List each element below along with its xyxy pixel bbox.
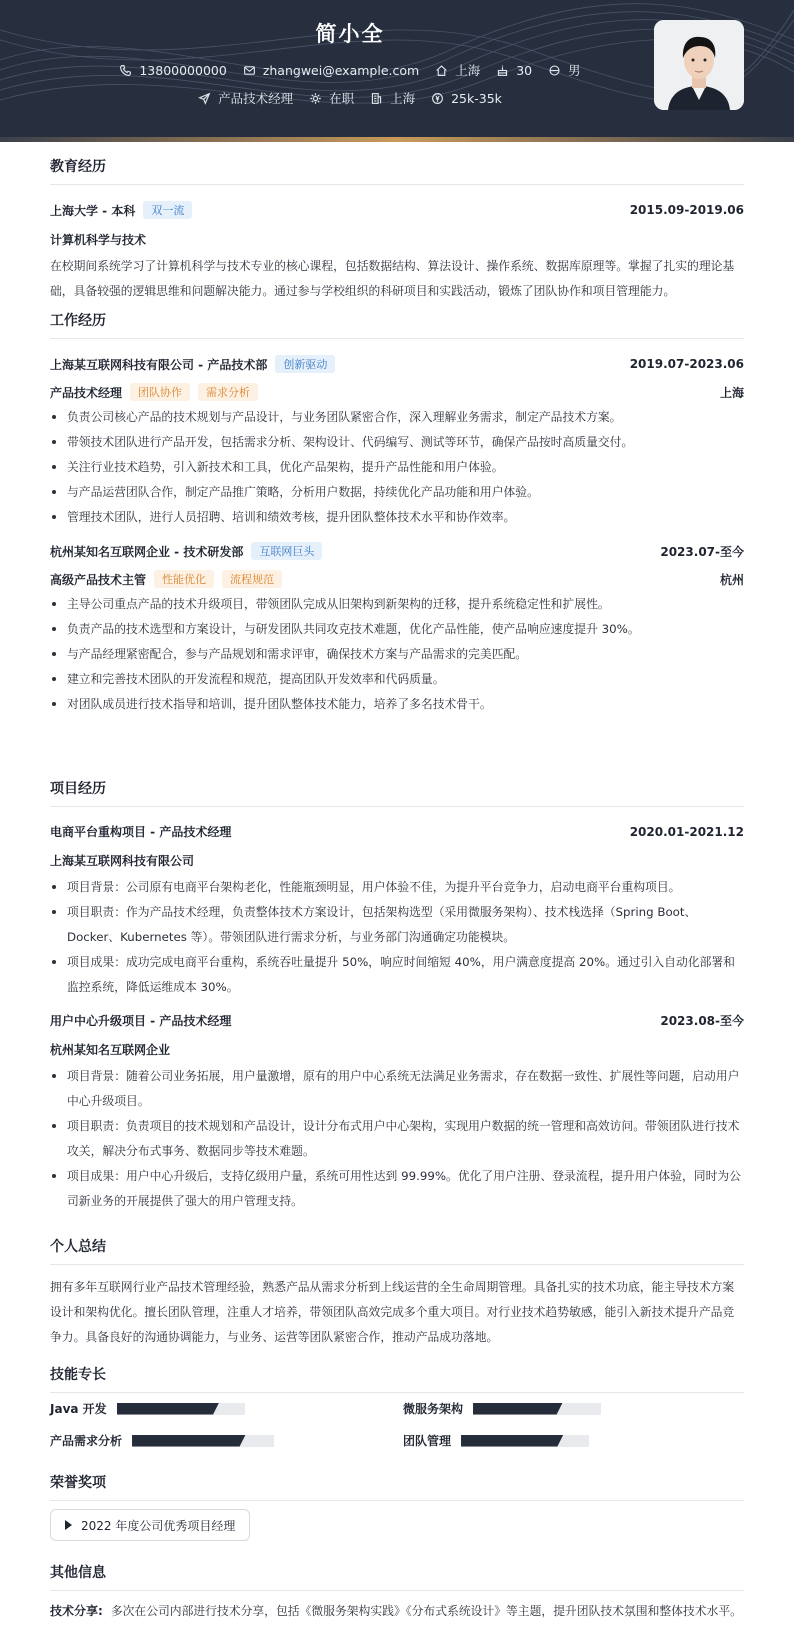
status-info [309, 89, 354, 107]
phone-icon [119, 64, 132, 77]
list-item: 关注行业技术趋势，引入新技术和工具，优化产品架构，提升产品性能和用户体验。 [50, 455, 744, 480]
award-text: 2022 年度公司优秀项目经理 [81, 1518, 236, 1533]
job-entry [50, 542, 744, 717]
email-info [243, 63, 419, 78]
job-position-row [50, 383, 744, 401]
job-intent-row [0, 89, 700, 107]
skill-level-fill [117, 1403, 219, 1415]
other-text: 多次在公司内部进行技术分享，包括《微服务架构实践》《分布式系统设计》等主题，提升团队技术氛围和整体技术水平。 [110, 1604, 742, 1618]
residence-text: 上海 [455, 63, 481, 78]
other-title: 其他信息 [50, 1562, 744, 1591]
skill-name: 团队管理 [403, 1434, 452, 1448]
header-accent-line [0, 137, 794, 142]
major-name: 计算机科学与技术 [50, 233, 147, 247]
company-tag: 互联网巨头 [251, 542, 322, 560]
project-date: 2023.08-至今 [660, 1014, 744, 1028]
resume-header [0, 0, 794, 142]
project-header-row [50, 1012, 744, 1029]
job-position-row [50, 570, 744, 588]
awards-section [50, 1472, 744, 1501]
position-tag: 团队协作 [130, 383, 190, 401]
phone-info [119, 63, 226, 78]
list-item: 项目背景：公司原有电商平台架构老化，性能瓶颈明显，用户体验不佳，为提升平台竞争力，启动电商平台重构项目。 [50, 875, 744, 900]
project-title: 项目经历 [50, 778, 744, 807]
project-company: 杭州某知名互联网企业 [50, 1043, 171, 1057]
list-item: 项目职责：负责项目的技术规划和产品设计，设计分布式用户中心架构，实现用户数据的统一管理和高效访问。带领团队进行技术攻关，解决分布式事务、数据同步等技术难题。 [50, 1114, 744, 1164]
job-company: 上海某互联网科技有限公司 - 产品技术部 [50, 357, 268, 372]
skill-item [403, 1432, 589, 1449]
salary-text: 25k-35k [451, 90, 502, 106]
project-details-list [50, 1064, 744, 1214]
gender-info [548, 61, 581, 79]
target-city-text: 上海 [390, 91, 416, 106]
target-position-text: 产品技术经理 [218, 91, 294, 106]
salary-info [431, 91, 502, 106]
job-date: 2023.07-至今 [660, 544, 744, 559]
job-location: 杭州 [719, 572, 744, 587]
profile-photo [654, 20, 744, 110]
list-item: 项目职责：作为产品技术经理，负责整体技术方案设计，包括架构选型（采用微服务架构）、技术栈选择（Spring Boot、Docker、Kubernetes 等）。带领团队进行需求分析，与业务部门沟通确定功能模块。 [50, 900, 744, 950]
candidate-name: 简小全 [315, 22, 385, 46]
send-icon [198, 92, 211, 105]
age-info [496, 63, 532, 78]
list-item: 与产品经理紧密配合，参与产品规划和需求评审，确保技术方案与产品需求的完美匹配。 [50, 642, 744, 667]
skill-item [50, 1432, 274, 1449]
skill-level-fill [473, 1403, 563, 1415]
job-entry [50, 355, 744, 530]
job-duties-list [50, 592, 744, 717]
position-tag: 流程规范 [222, 570, 282, 588]
list-item: 对团队成员进行技术指导和培训，提升团队整体技术能力，培养了多名技术骨干。 [50, 692, 744, 717]
gender-icon [548, 64, 561, 77]
email-text: zhangwei@example.com [262, 62, 420, 78]
education-section [50, 156, 744, 304]
job-location: 上海 [719, 385, 744, 400]
settings-icon [309, 92, 322, 105]
other-label: 技术分享: [50, 1604, 103, 1618]
job-company: 杭州某知名互联网企业 - 技术研发部 [50, 544, 244, 559]
school-tag: 双一流 [143, 201, 192, 219]
cake-icon [496, 64, 509, 77]
skill-level-bar [132, 1435, 274, 1447]
position-tag: 需求分析 [198, 383, 258, 401]
home-icon [435, 64, 448, 77]
target-position-info [198, 89, 293, 107]
position-tag: 性能优化 [154, 570, 214, 588]
education-date: 2015.09-2019.06 [629, 203, 744, 217]
list-item: 与产品运营团队合作，制定产品推广策略，分析用户数据，持续优化产品功能和用户体验。 [50, 480, 744, 505]
summary-title: 个人总结 [50, 1236, 744, 1265]
company-tag: 创新驱动 [275, 355, 335, 373]
money-icon [431, 92, 444, 105]
other-section [50, 1562, 744, 1624]
job-header-row [50, 355, 744, 373]
status-text: 在职 [329, 91, 355, 106]
job-duties-list [50, 405, 744, 530]
skill-level-fill [132, 1435, 246, 1447]
summary-text: 拥有多年互联网行业产品技术管理经验，熟悉产品从需求分析到上线运营的全生命周期管理。具备扎实的技术功底，能主导技术方案设计和架构优化。擅长团队管理，注重人才培养，带领团队高效完成多个重大项目。对行业技术趋势敏感，能引入新技术提升产品竞争力。具备良好的沟通协调能力，与业务、运营等团队紧密合作，推动产品成功落地。 [50, 1280, 735, 1344]
skill-name: 微服务架构 [403, 1402, 464, 1416]
skill-level-fill [461, 1435, 563, 1447]
project-entry [50, 823, 744, 1000]
job-position: 产品技术经理 [50, 385, 123, 400]
job-position: 高级产品技术主管 [50, 572, 147, 587]
education-title: 教育经历 [50, 156, 744, 185]
project-details-list [50, 875, 744, 1000]
list-item: 项目背景：随着公司业务拓展，用户量激增，原有的用户中心系统无法满足业务需求，存在数据一致性、扩展性等问题，启动用户中心升级项目。 [50, 1064, 744, 1114]
list-item: 主导公司重点产品的技术升级项目，带领团队完成从旧架构到新架构的迁移，提升系统稳定性和扩展性。 [50, 592, 744, 617]
job-header-row [50, 542, 744, 560]
mail-icon [243, 64, 256, 77]
skill-level-bar [117, 1403, 245, 1415]
list-item: 负责产品的技术选型和方案设计，与研发团队共同攻克技术难题，优化产品性能，使产品响应速度提升 30%。 [50, 617, 744, 642]
work-title: 工作经历 [50, 310, 744, 339]
skill-level-bar [473, 1403, 601, 1415]
age-text: 30 [516, 62, 533, 78]
project-date: 2020.01-2021.12 [629, 824, 744, 839]
residence-info [435, 61, 480, 79]
avatar-illustration [654, 20, 744, 110]
list-item: 负责公司核心产品的技术规划与产品设计，与业务团队紧密合作，深入理解业务需求，制定产品技术方案。 [50, 405, 744, 430]
project-name: 电商平台重构项目 - 产品技术经理 [50, 825, 232, 839]
phone-text: 13800000000 [139, 62, 227, 78]
education-header-row [50, 201, 744, 219]
project-section [50, 778, 744, 1214]
list-item: 建立和完善技术团队的开发流程和规范，提高团队开发效率和代码质量。 [50, 667, 744, 692]
project-entry [50, 1012, 744, 1214]
building-icon [370, 92, 383, 105]
skill-name: 产品需求分析 [50, 1434, 123, 1448]
school-name: 上海大学 - 本科 [50, 203, 136, 218]
contact-row [0, 61, 700, 79]
summary-section [50, 1236, 744, 1350]
skill-item [403, 1400, 601, 1417]
education-description: 在校期间系统学习了计算机科学与技术专业的核心课程，包括数据结构、算法设计、操作系统、数据库原理等。掌握了扎实的理论基础，具备较强的逻辑思维和问题解决能力。通过参与学校组织的科研项目和实践活动，锻炼了团队协作和项目管理能力。 [50, 259, 735, 298]
list-item: 项目成果：成功完成电商平台重构，系统吞吐量提升 50%，响应时间缩短 40%，用户满意度提高 20%。通过引入自动化部署和监控系统，降低运维成本 30%。 [50, 950, 744, 1000]
project-name: 用户中心升级项目 - 产品技术经理 [50, 1014, 232, 1028]
project-header-row [50, 823, 744, 840]
list-item: 带领技术团队进行产品开发，包括需求分析、架构设计、代码编写、测试等环节，确保产品按时高质量交付。 [50, 430, 744, 455]
skill-item [50, 1400, 245, 1417]
play-arrow-icon [65, 1520, 72, 1530]
list-item: 管理技术团队，进行人员招聘、培训和绩效考核，提升团队整体技术水平和协作效率。 [50, 505, 744, 530]
project-company: 上海某互联网科技有限公司 [50, 854, 195, 868]
list-item: 项目成果：用户中心升级后，支持亿级用户量，系统可用性达到 99.99%。优化了用户注册、登录流程，提升用户体验，同时为公司新业务的开展提供了强大的用户管理支持。 [50, 1164, 744, 1214]
gender-text: 男 [568, 63, 581, 78]
target-city-info [370, 89, 415, 107]
awards-title: 荣誉奖项 [50, 1472, 744, 1501]
skills-section [50, 1364, 744, 1393]
work-section [50, 310, 744, 717]
award-item[interactable] [50, 1509, 250, 1541]
skill-level-bar [461, 1435, 589, 1447]
job-date: 2019.07-2023.06 [629, 357, 744, 371]
other-info-row [50, 1599, 744, 1624]
skill-name: Java 开发 [50, 1402, 107, 1416]
skills-title: 技能专长 [50, 1364, 744, 1393]
